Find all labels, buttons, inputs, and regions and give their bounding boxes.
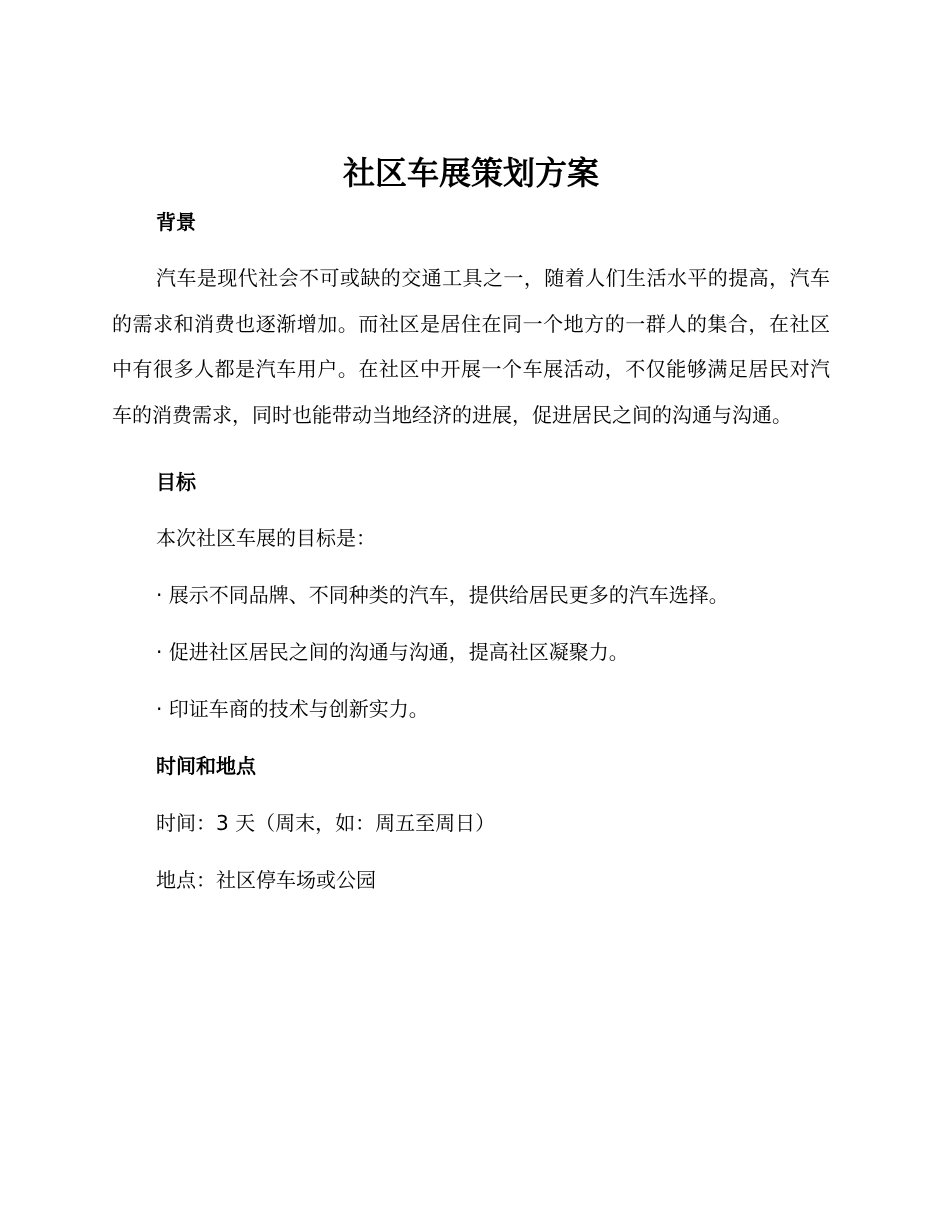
section-heading-background: 背景 [156,210,196,234]
goal-item-1: · 展示不同品牌、不同种类的汽车，提供给居民更多的汽车选择。 [156,583,729,607]
goals-intro: 本次社区车展的目标是： [156,526,376,550]
time-line: 时间：3 天（周末，如：周五至周日） [156,811,496,835]
document-title: 社区车展策划方案 [342,154,599,192]
section-heading-time-place: 时间和地点 [156,754,256,778]
goal-item-3: · 印证车商的技术与创新实力。 [156,697,429,721]
place-line: 地点：社区停车场或公园 [156,868,376,892]
goal-item-2: · 促进社区居民之间的沟通与沟通，提高社区凝聚力。 [156,640,629,664]
background-paragraph: 汽车是现代社会不可或缺的交通工具之一，随着人们生活水平的提高，汽车的需求和消费也逐渐增加。而社区是居住在同一个地方的一群人的集合，在社区中有很多人都是汽车用户。在社区中开展一个车展活动，不仅能够满足居民对汽车的消费需求，同时也能带动当地经济的进展，促进居民之间的沟通与沟通。 [112,266,830,427]
section-heading-goals: 目标 [156,470,196,494]
